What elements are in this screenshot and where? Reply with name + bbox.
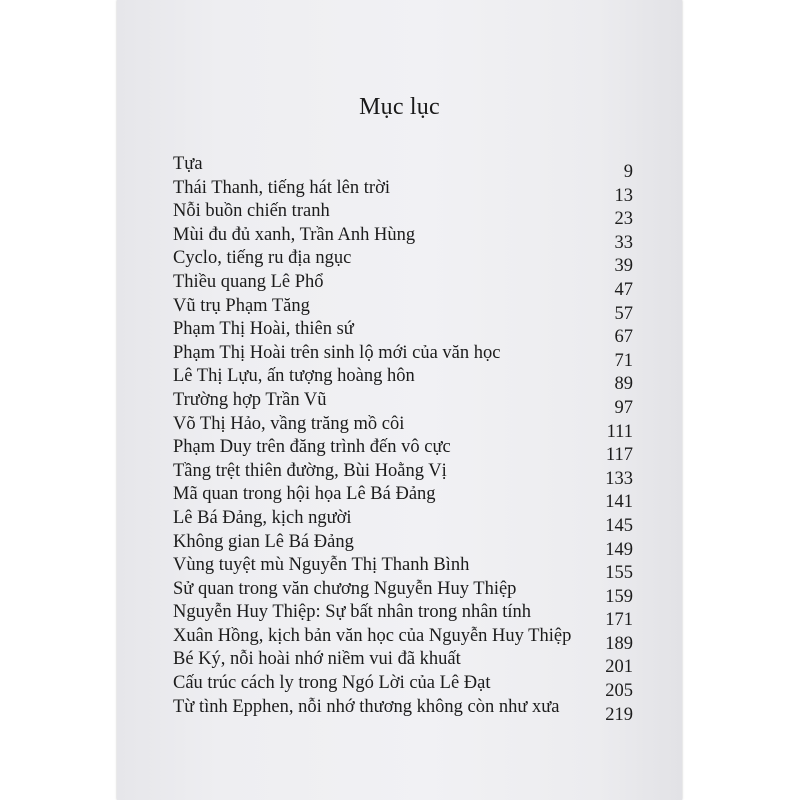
toc-entry-title: Võ Thị Hảo, vầng trăng mồ côi [173,413,405,434]
toc-entry [173,224,633,253]
toc-entry [173,342,633,371]
toc-entry [173,648,633,678]
toc-entry-page-number: 117 [605,445,633,466]
toc-entry [173,483,633,513]
toc-entry [173,625,633,654]
toc-entry-page-number: 145 [605,515,633,536]
toc-entry-page-number: 201 [605,657,633,678]
table-of-contents [173,153,633,725]
page-title: Mục lục [359,94,440,120]
toc-entry-title: Thiều quang Lê Phổ [173,271,324,292]
toc-entry [173,460,633,489]
toc-entry [173,247,633,277]
toc-entry [173,578,633,607]
toc-entry-title: Tầng trệt thiên đường, Bùi Hoằng Vị [173,460,447,481]
toc-entry-page-number: 67 [614,327,633,348]
toc-entry-page-number: 149 [605,539,633,560]
toc-entry-page-number: 97 [614,397,633,418]
toc-entry-title: Nguyễn Huy Thiệp: Sự bất nhân trong nhân tính [173,602,532,623]
toc-entry [173,177,633,206]
toc-entry-page-number: 89 [614,374,633,395]
toc-entry [173,295,633,324]
toc-entry [173,318,633,348]
toc-entry-page-number: 133 [605,468,633,489]
toc-entry-title: Từ tình Epphen, nỗi nhớ thương không còn như xưa [173,696,560,717]
toc-entry [173,436,633,466]
toc-entry-title: Mã quan trong hội họa Lê Bá Đảng [173,484,436,505]
toc-entry [173,413,633,442]
toc-entry-title: Cấu trúc cách ly trong Ngó Lời của Lê Đạt [173,673,491,694]
toc-entry [173,554,633,584]
toc-entry-page-number: 23 [614,209,633,230]
toc-entry [173,531,633,560]
toc-entry [173,200,633,230]
toc-entry-page-number: 47 [614,279,633,300]
toc-entry-page-number: 141 [605,492,633,513]
toc-entry-title: Phạm Thị Hoài, thiên sứ [173,319,354,340]
toc-entry-page-number: 219 [605,704,633,725]
toc-entry [173,601,633,631]
toc-entry [173,153,633,182]
toc-entry-title: Trường hợp Trần Vũ [173,389,327,410]
toc-entry-page-number: 71 [614,350,633,371]
toc-entry [173,389,633,418]
toc-entry-title: Vũ trụ Phạm Tăng [173,295,310,316]
toc-entry-title: Tựa [173,154,203,174]
toc-entry-title: Mùi đu đủ xanh, Trần Anh Hùng [173,224,416,245]
toc-entry-title: Nỗi buồn chiến tranh [173,201,330,222]
toc-entry-title: Cyclo, tiếng ru địa ngục [173,248,352,269]
toc-entry-title: Xuân Hồng, kịch bản văn học của Nguyễn Huy Thiệp [173,625,572,646]
toc-entry-page-number: 39 [614,256,633,277]
toc-entry-page-number: 171 [605,610,633,631]
toc-entry-page-number: 159 [605,586,633,607]
toc-entry-title: Bé Ký, nỗi hoài nhớ niềm vui đã khuất [173,649,461,670]
toc-entry-title: Phạm Thị Hoài trên sinh lộ mới của văn học [173,342,501,363]
toc-entry-title: Không gian Lê Bá Đảng [173,531,354,552]
toc-entry-page-number: 9 [623,162,633,182]
toc-entry [173,696,633,725]
toc-entry-page-number: 205 [605,681,633,702]
toc-entry-title: Thái Thanh, tiếng hát lên trời [173,177,390,198]
book-page [117,0,682,800]
toc-entry-page-number: 33 [614,232,633,253]
toc-entry-title: Lê Bá Đảng, kịch người [173,507,352,528]
toc-entry-title: Lê Thị Lựu, ấn tượng hoàng hôn [173,366,415,387]
toc-entry-page-number: 155 [605,563,633,584]
toc-entry-page-number: 111 [606,421,633,442]
toc-entry [173,672,633,702]
toc-entry [173,271,633,300]
toc-entry-title: Vùng tuyệt mù Nguyễn Thị Thanh Bình [173,555,470,576]
toc-entry [173,365,633,395]
toc-entry-page-number: 57 [614,303,633,324]
toc-entry-title: Phạm Duy trên đăng trình đến vô cực [173,437,451,458]
toc-entry [173,507,633,536]
toc-entry-page-number: 189 [605,633,633,654]
toc-entry-page-number: 13 [614,185,633,206]
toc-entry-title: Sử quan trong văn chương Nguyễn Huy Thiệp [173,578,517,599]
